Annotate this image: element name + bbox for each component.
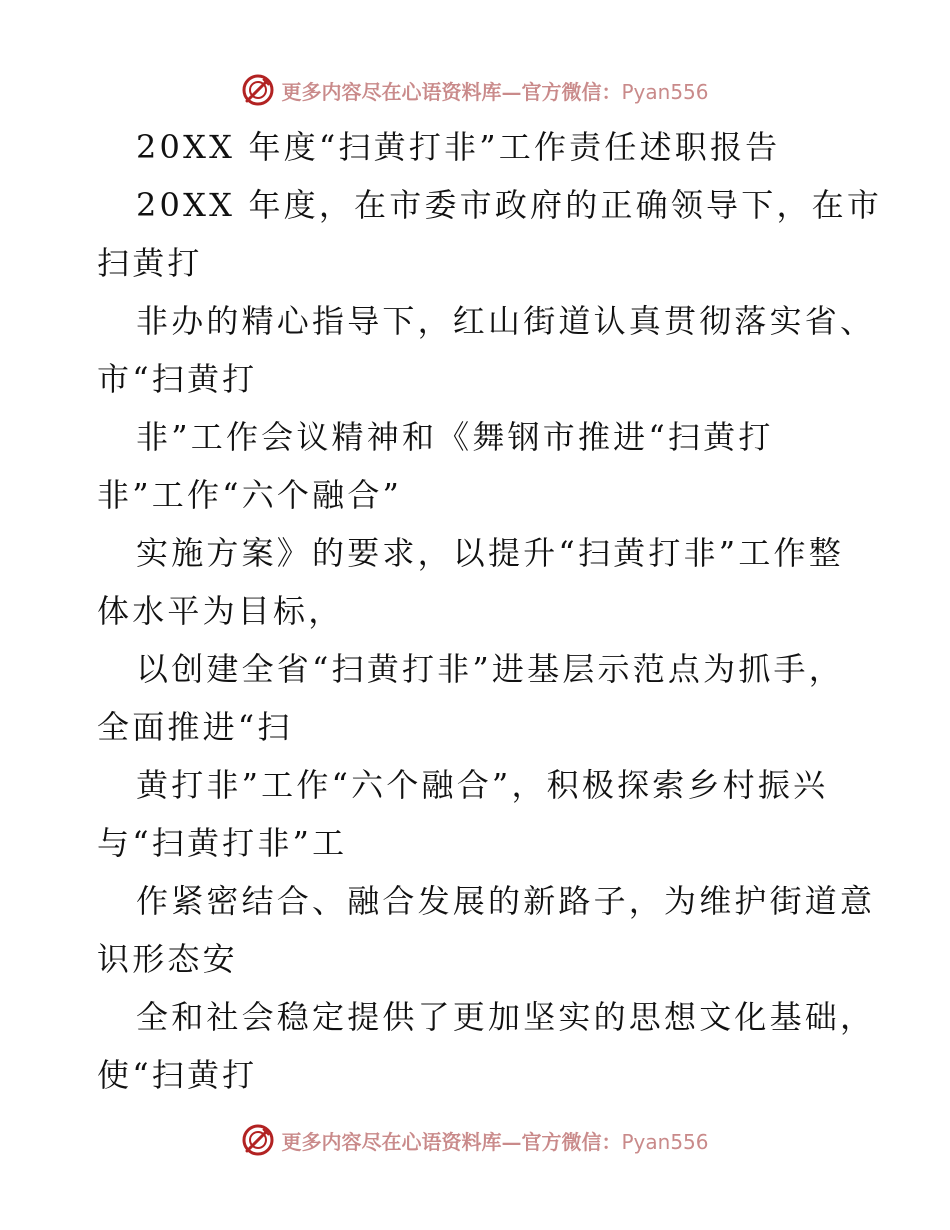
text-line: 识形态安 bbox=[97, 940, 238, 978]
brand-logo-icon bbox=[241, 1123, 275, 1157]
text-line: 非”工作会议精神和《舞钢市推进“扫黄打 bbox=[136, 418, 774, 456]
text-line: 作紧密结合、融合发展的新路子，为维护街道意 bbox=[136, 882, 876, 920]
banner-slogan: 更多内容尽在心语资料库 bbox=[281, 1129, 502, 1154]
banner-dash: — bbox=[501, 79, 522, 104]
footer-banner bbox=[0, 1120, 950, 1160]
banner-dash: — bbox=[501, 1129, 522, 1154]
text-line: 非办的精心指导下，红山街道认真贯彻落实省、 bbox=[136, 302, 876, 340]
text-line: 市“扫黄打 bbox=[97, 360, 258, 398]
banner-text bbox=[281, 76, 708, 105]
banner-wechat-id: Pyan556 bbox=[621, 79, 709, 104]
text-line: 黄打非”工作“六个融合”，积极探索乡村振兴 bbox=[136, 766, 829, 804]
banner-wechat-label: 官方微信： bbox=[521, 79, 622, 104]
text-line: 使“扫黄打 bbox=[97, 1056, 258, 1094]
banner-text bbox=[281, 1126, 708, 1155]
brand-logo-icon bbox=[241, 73, 275, 107]
banner-wechat-id: Pyan556 bbox=[621, 1129, 709, 1154]
text-line: 与“扫黄打非”工 bbox=[97, 824, 348, 862]
text-line: 20XX 年度，在市委市政府的正确领导下，在市 bbox=[136, 186, 883, 224]
text-line: 扫黄打 bbox=[97, 244, 203, 282]
text-line: 非”工作“六个融合” bbox=[97, 476, 403, 514]
banner-wechat-label: 官方微信： bbox=[521, 1129, 622, 1154]
document-title: 20XX 年度“扫黄打非”工作责任述职报告 bbox=[136, 128, 781, 166]
header-banner bbox=[0, 70, 950, 110]
banner-slogan: 更多内容尽在心语资料库 bbox=[281, 79, 502, 104]
document-body bbox=[97, 118, 897, 1104]
text-line: 全面推进“扫 bbox=[97, 708, 293, 746]
text-line: 全和社会稳定提供了更加坚实的思想文化基础， bbox=[136, 998, 876, 1036]
text-line: 以创建全省“扫黄打非”进基层示范点为抓手， bbox=[136, 650, 844, 688]
text-line: 实施方案》的要求，以提升“扫黄打非”工作整 bbox=[136, 534, 844, 572]
text-line: 体水平为目标， bbox=[97, 592, 344, 630]
